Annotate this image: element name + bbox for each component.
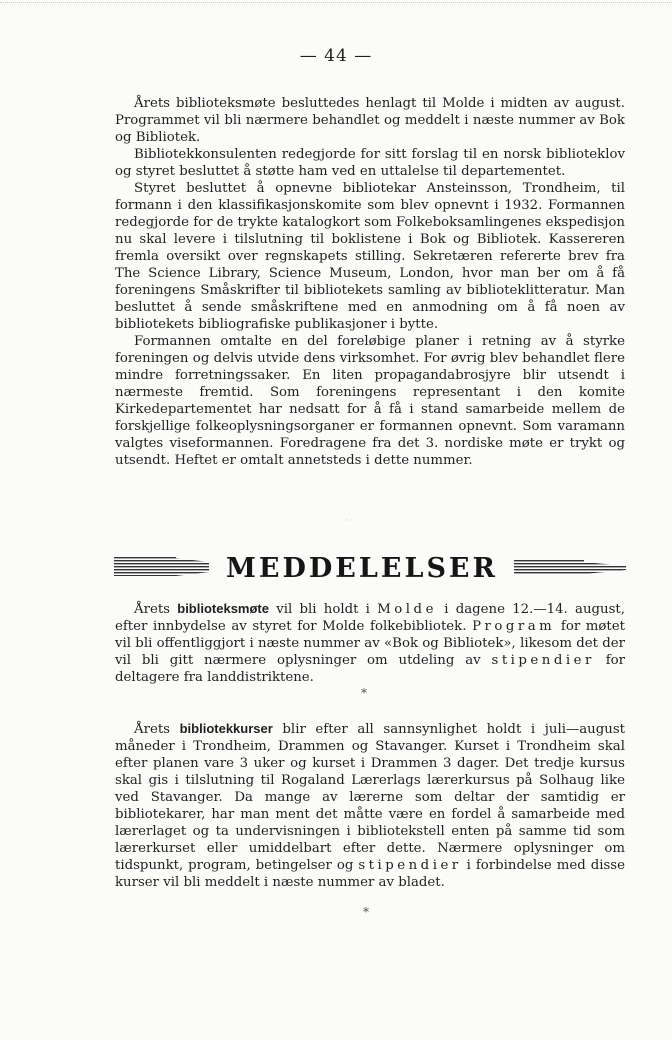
paragraph-meeting: Årets biblioteksmøte besluttedes henlagt til Molde i midten av august. Programmet vil bli nærmere behandlet og meddelt i næste nummer av Bok og Bibliotek. <box>115 96 625 145</box>
text-run: blir efter all sannsynlighet holdt i juli—august måneder i Trondheim, Drammen og Stavanger. Kurset i Trondheim skal efter planen vare 3 uker og kurset i Drammen 3 dager. Det tredje kursus skal gis i tilslutning til Rogaland Lærerlags lærerkursus på Solhaug like ved Stavanger. Da mange av lærerne som deltar der samtidig er bibliotekarer, har man ment det måtte være en fordel å samarbeide med lærerlaget og ta undervisningen i bibliotekstell enten på samme tid som lærerkurset eller umiddelbart efter dette. Nærmere oplysninger om tidspunkt, program, betingelser og <box>115 722 625 873</box>
text-run: Årets <box>134 602 178 617</box>
banner-graphic <box>114 548 626 582</box>
spaced-term-molde: Molde <box>377 602 437 617</box>
section-banner <box>114 548 626 582</box>
page-number: — 44 — <box>299 46 373 66</box>
banner-left-hatch <box>114 556 176 576</box>
text-run: i forbindelse med disse kurser vil bli meddelt i næste nummer av bladet. <box>115 858 625 890</box>
spaced-term-stipendier: stipendier <box>358 858 462 873</box>
spaced-term-stipendier: stipendier <box>491 653 595 668</box>
board-meeting-section <box>115 95 625 469</box>
text-run: i dagene 12.—14. august, efter innbydelse av styret for Molde folkebibliotek. <box>115 602 625 634</box>
bibliotekkurser-notice <box>115 720 625 891</box>
bold-term-biblioteksmote: biblioteksmøte <box>177 601 269 616</box>
paragraph-board-decisions: Styret besluttet å opnevne bibliotekar Ansteinsson, Trondheim, til formann i den klassifikasjonskomite som blev opnevnt i 1932. Formannen redegjorde for de trykte katalogkort som Folkeboksamlingenes ekspedisjon nu skal levere i tilslutning til boklistene i Bok og Bibliotek. Kassereren fremla oversikt over regnskapets stilling. Sekretæren refererte brev fra The Science Library, Science Museum, London, hvor man ber om å få foreningens Småskrifter til bibliotekets samling av biblioteklitteratur. Man besluttet å sende småskriftene med en anmodning om å få noen av bibliotekets bibliografiske publikasjoner i bytte. <box>115 181 625 332</box>
top-edge-line <box>0 2 672 3</box>
paragraph-library-law: Bibliotekkonsulenten redegjorde for sitt forslag til en norsk biblioteklov og styret besluttet å støtte ham ved en uttalelse til departementet. <box>115 147 625 179</box>
separator-asterisk: * <box>361 686 367 700</box>
paragraph-chairman-plans: Formannen omtalte en del foreløbige planer i retning av å styrke foreningen og delvis utvide dens virksomhet. For øvrig blev behandlet flere mindre forretningssaker. En liten propagandabrosjyre blir utsendt i nærmeste fremtid. Som foreningens representant i den komite Kirkedepartementet har nedsatt for å få i stand samarbeide mellem de forskjellige folkeoplysningsorganer er formannen opnevnt. Som varamann valgtes viseformannen. Foredragene fra det 3. nordiske møte er trykt og utsendt. Heftet er omtalt annetsteds i dette nummer. <box>115 334 625 468</box>
bold-term-bibliotekkurser: bibliotekkurser <box>179 721 273 736</box>
text-run: for møtet vil bli offentliggjort i næste nummer av «Bok og Bibliotek», likesom det der vil bli gitt nærmere oplysninger om utdeling av <box>115 619 625 668</box>
text-run: Årets <box>134 722 180 737</box>
banner-right-hatch <box>514 560 584 574</box>
text-run: vil bli holdt i <box>269 602 378 617</box>
banner-right-taper <box>584 562 626 574</box>
banner-title: MEDDELELSER <box>226 553 498 582</box>
biblioteksmote-notice <box>115 600 625 686</box>
text-run: for deltagere fra landdistriktene. <box>115 653 625 685</box>
paragraph-molde-meeting <box>115 600 625 686</box>
faint-mark: · · · <box>345 516 358 525</box>
paragraph-courses <box>115 720 625 891</box>
separator-asterisk: * <box>363 905 369 919</box>
spaced-term-program: Program <box>472 619 556 634</box>
banner-left-taper <box>176 558 209 576</box>
